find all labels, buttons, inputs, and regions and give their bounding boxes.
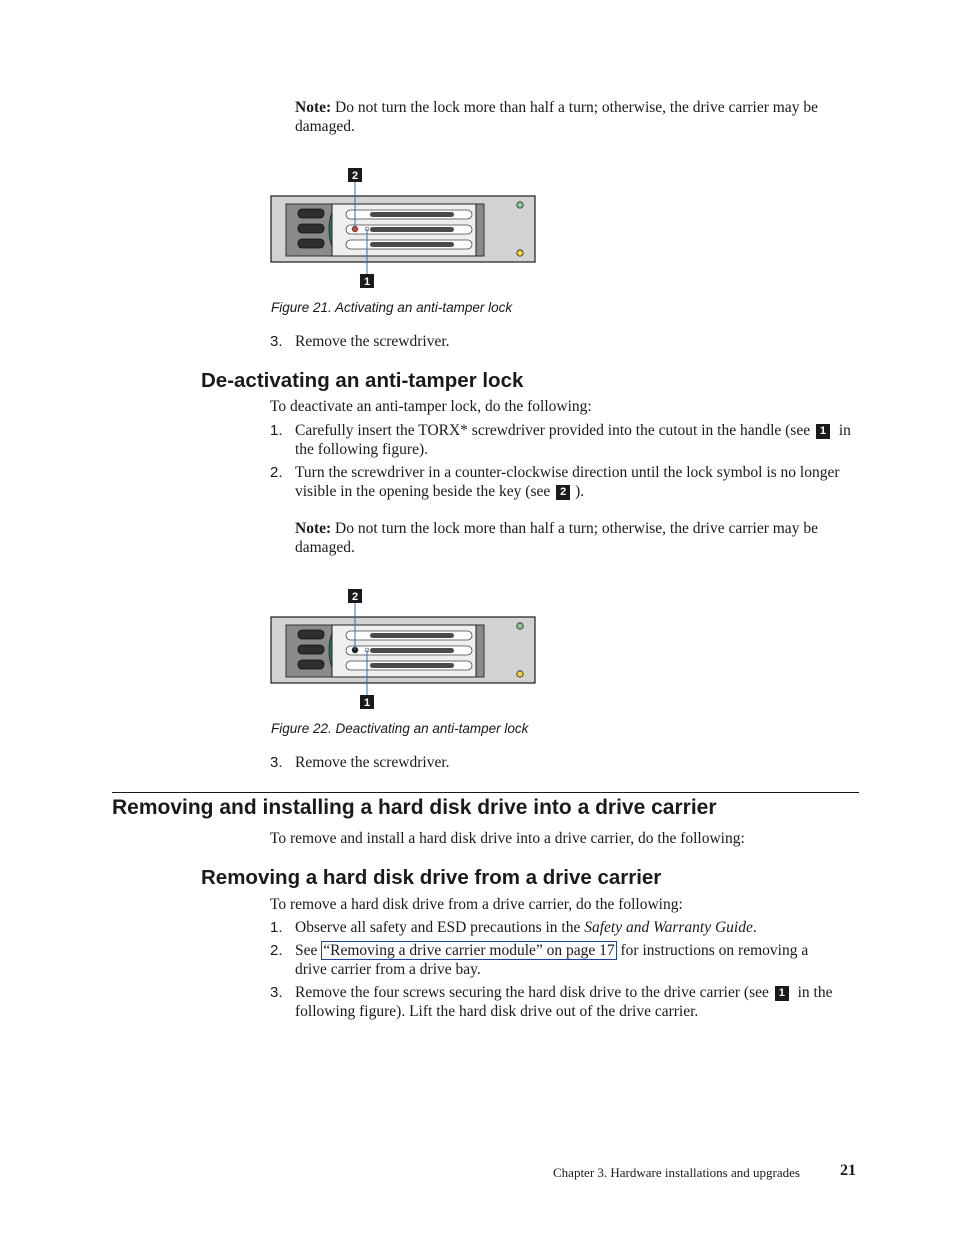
handle-slot [298, 209, 324, 218]
handle-slot [298, 630, 324, 639]
status-led-yellow [517, 671, 523, 677]
step-text-part: in the following figure). [295, 422, 851, 458]
note-text: Do not turn the lock more than half a turn; otherwise, the drive carrier may be damaged. [295, 520, 818, 556]
step-text [295, 942, 815, 979]
step-text-part: in the following figure). Lift the hard disk drive out of the drive carrier. [295, 984, 833, 1020]
note-top [295, 99, 850, 136]
figure-21-caption: Figure 21. Activating an anti-tamper lock [271, 300, 513, 315]
note-text: Do not turn the lock more than half a turn; otherwise, the drive carrier may be damaged. [295, 99, 818, 135]
note-label: Note: [295, 99, 332, 116]
vent-bar [370, 663, 454, 668]
figure-22-caption: Figure 22. Deactivating an anti-tamper lock [271, 721, 529, 736]
section-heading-removing-installing: Removing and installing a hard disk drive into a drive carrier [112, 796, 717, 819]
step-number: 3. [270, 754, 283, 771]
status-led-green [517, 202, 523, 208]
callout-label-top: 2 [351, 591, 359, 603]
guide-title: Safety and Warranty Guide [584, 919, 753, 936]
step-text-part: ). [575, 482, 585, 500]
status-led-yellow [517, 250, 523, 256]
vent-bar [370, 212, 454, 217]
step-text-part: See [295, 942, 318, 959]
section-heading-deactivate: De-activating an anti-tamper lock [201, 369, 524, 392]
section-intro: To remove and install a hard disk drive into a drive carrier, do the following: [270, 830, 745, 847]
vent-bar [370, 242, 454, 247]
step-text-part: . [752, 919, 757, 936]
callout-badge: 1 [775, 986, 789, 1001]
figure-22-drive-carrier [270, 587, 540, 713]
cross-reference-link[interactable]: “Removing a drive carrier module” on page 17 [323, 942, 615, 959]
step-number: 1. [270, 919, 283, 936]
callout-label-bottom: 1 [363, 697, 371, 709]
section-intro: To remove a hard disk drive from a drive carrier, do the following: [270, 896, 683, 913]
step-text [295, 919, 757, 937]
callout-badge: 1 [816, 424, 830, 439]
section-intro: To deactivate an anti-tamper lock, do the following: [270, 398, 592, 415]
figure-21-drive-carrier [270, 166, 540, 292]
step-number: 3. [270, 333, 283, 350]
step-text-part: Turn the screwdriver in a counter-clockwise direction until the lock symbol is no longer visible in the opening beside the key (see [295, 464, 840, 500]
vent-bar [370, 648, 454, 653]
section-heading-removing: Removing a hard disk drive from a drive carrier [201, 866, 662, 889]
page-number: 21 [840, 1162, 856, 1179]
step-number: 3. [270, 984, 283, 1001]
step-number: 2. [270, 464, 283, 481]
section-divider [112, 792, 859, 793]
step-text [295, 464, 846, 501]
note-deactivate [295, 520, 850, 557]
step-text [295, 422, 851, 459]
step-text: Remove the screwdriver. [295, 333, 450, 350]
callout-label-top: 2 [351, 170, 359, 182]
step-text: Remove the screwdriver. [295, 754, 450, 771]
status-led-green [517, 623, 523, 629]
handle-slot [298, 239, 324, 248]
step-text-part: Remove the four screws securing the hard disk drive to the drive carrier (see [295, 984, 769, 1001]
step-text-part: Observe all safety and ESD precautions in the [295, 919, 581, 936]
handle-slot [298, 645, 324, 654]
handle-slot [298, 224, 324, 233]
step-text-part: for instructions on removing a drive carrier from a drive bay. [295, 942, 809, 978]
step-number: 1. [270, 422, 283, 439]
drive-carrier-diagram-activate [270, 166, 540, 292]
step-number: 2. [270, 942, 283, 959]
vent-bar [370, 227, 454, 232]
handle-slot [298, 660, 324, 669]
vent-bar [370, 633, 454, 638]
footer-chapter: Chapter 3. Hardware installations and upgrades [553, 1165, 800, 1180]
callout-label-bottom: 1 [363, 276, 371, 288]
step-text [295, 984, 845, 1021]
step-text-part: Carefully insert the TORX* screwdriver provided into the cutout in the handle (see [295, 422, 811, 439]
note-label: Note: [295, 520, 332, 537]
callout-badge: 2 [556, 485, 570, 500]
drive-carrier-diagram-deactivate [270, 587, 540, 713]
